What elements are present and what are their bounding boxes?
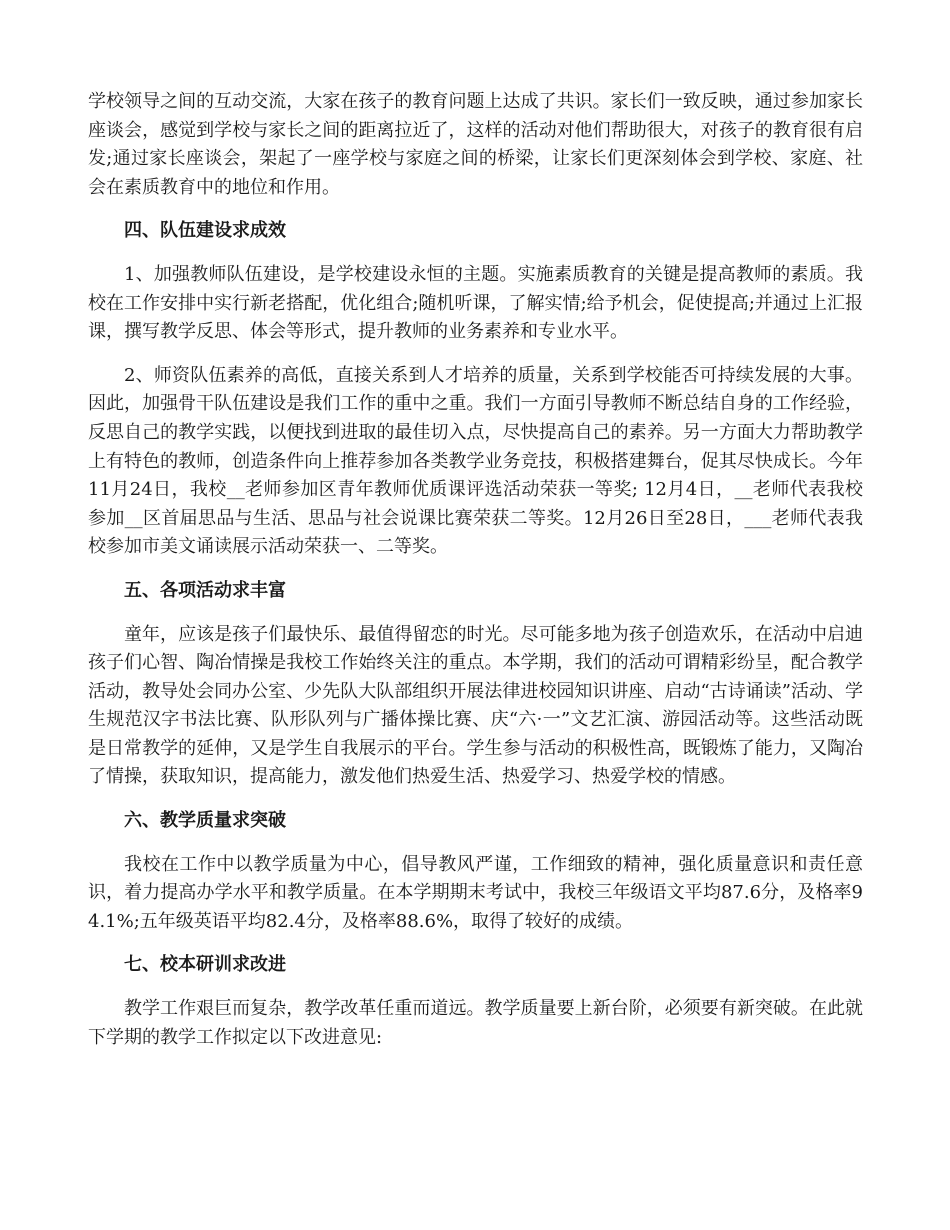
document-page (88, 88, 863, 1067)
heading-teaching-quality: 六、教学质量求突破 (124, 810, 286, 832)
paragraph-school-training: 教学工作艰巨而复杂，教学改革任重而道远。教学质量要上新台阶，必须要有新突破。在此就下学期的教学工作拟定以下改进意见: (88, 998, 863, 1048)
paragraph-activities: 童年，应该是孩子们最快乐、最值得留恋的时光。尽可能多地为孩子创造欢乐，在活动中启迪孩子们心智、陶冶情操是我校工作始终关注的重点。本学期，我们的活动可谓精彩纷呈，配合教学活动，教导处会同办公室、少先队大队部组织开展法律进校园知识讲座、启动“古诗诵读”活动、学生规范汉字书法比赛、队形队列与广播体操比赛、庆“六·一”文艺汇演、游园活动等。这些活动既是日常教学的延伸，又是学生自我展示的平台。学生参与活动的积极性高，既锻炼了能力，又陶冶了情操，获取知识，提高能力，激发他们热爱生活、热爱学习、热爱学校的情感。 (88, 623, 863, 788)
paragraph-parent-meeting: 学校领导之间的互动交流，大家在孩子的教育问题上达成了共识。家长们一致反映，通过参加家长座谈会，感觉到学校与家长之间的距离拉近了，这样的活动对他们帮助很大，对孩子的教育很有启发;通过家长座谈会，架起了一座学校与家庭之间的桥梁，让家长们更深刻体会到学校、家庭、社会在素质教育中的地位和作用。 (88, 91, 863, 198)
heading-school-training: 七、校本研训求改进 (124, 954, 286, 976)
paragraph-teaching-quality: 我校在工作中以教学质量为中心，倡导教风严谨，工作细致的精神，强化质量意识和责任意识，着力提高办学水平和教学质量。在本学期期末考试中，我校三年级语文平均87.6分，及格率94.1%;五年级英语平均82.4分，及格率88.6%，取得了较好的成绩。 (88, 853, 863, 932)
paragraph-faculty-quality: 2、师资队伍素养的高低，直接关系到人才培养的质量，关系到学校能否可持续发展的大事。因此，加强骨干队伍建设是我们工作的重中之重。我们一方面引导教师不断总结自身的工作经验，反思自己的教学实践，以便找到进取的最佳切入点，尽快提高自己的素养。另一方面大力帮助教学上有特色的教师，创造条件向上推荐参加各类教学业务竞技，积极搭建舞台，促其尽快成长。今年11月24日，我校__老师参加区青年教师优质课评选活动荣获一等奖; 12月4日，__老师代表我校参加__区首届思品与生活、思品与社会说课比赛荣获二等奖。12月26日至28日，___老师代表我校参加市美文诵读展示活动荣获一、二等奖。 (88, 364, 863, 558)
paragraph-teacher-team: 1、加强教师队伍建设，是学校建设永恒的主题。实施素质教育的关键是提高教师的素质。我校在工作安排中实行新老搭配，优化组合;随机听课，了解实情;给予机会，促使提高;并通过上汇报课，撰写教学反思、体会等形式，提升教师的业务素养和专业水平。 (88, 263, 863, 343)
heading-team-building: 四、队伍建设求成效 (124, 220, 286, 242)
heading-activities: 五、各项活动求丰富 (124, 579, 286, 601)
